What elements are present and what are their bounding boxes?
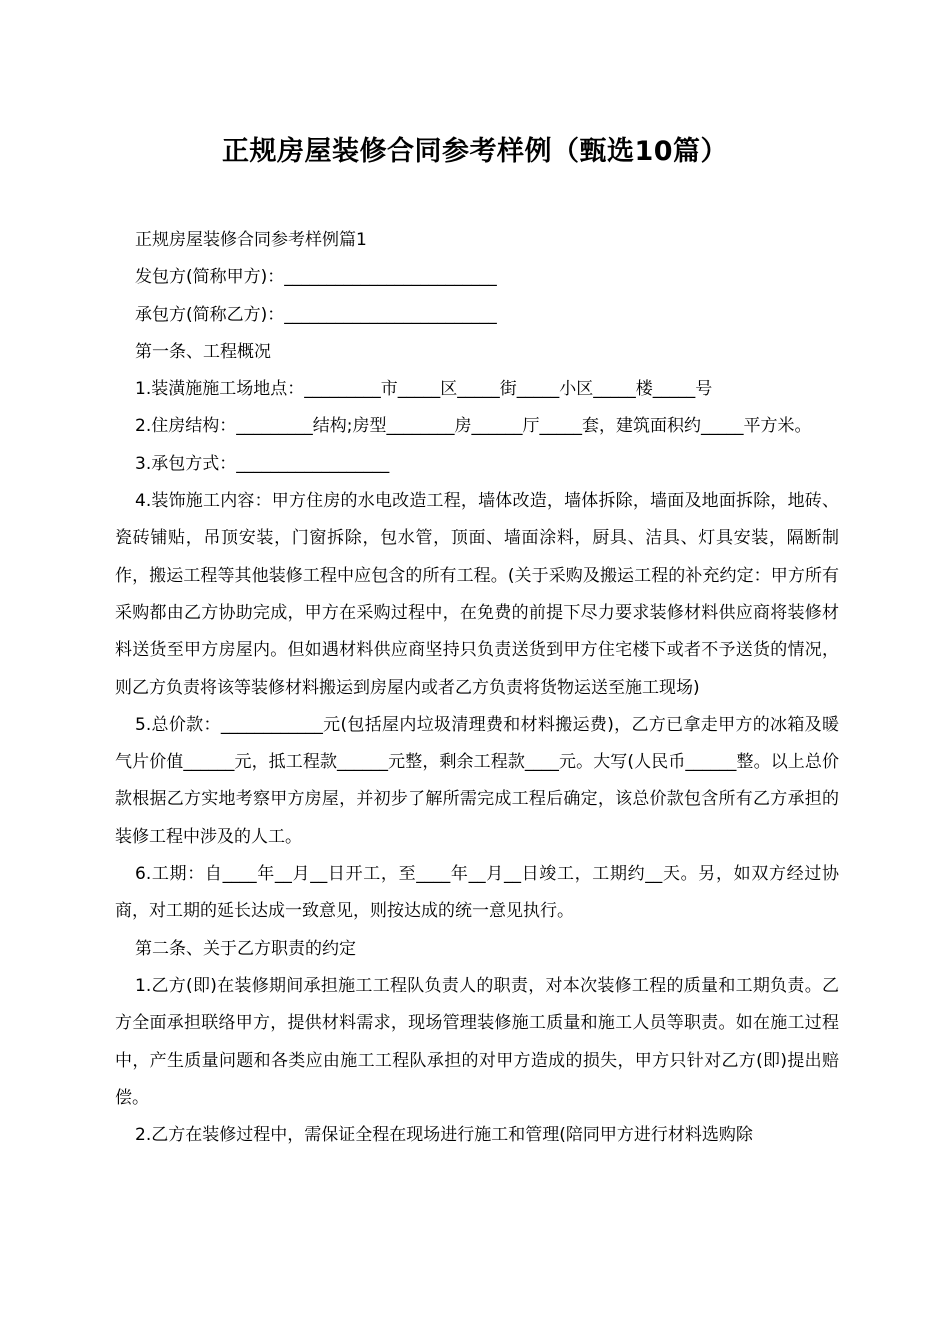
clause-duration: 6.工期：自____年__月__日开工，至____年__月__日竣工，工期约__天。另，如双方经过协商，对工期的延长达成一致意见，则按达成的统一意见执行。 — [115, 864, 839, 922]
article-2-heading: 第二条、关于乙方职责的约定 — [135, 938, 356, 959]
party-a-line: 发包方(简称甲方)：_________________________ — [135, 267, 497, 288]
article-1-heading: 第一条、工程概况 — [135, 341, 271, 362]
clause-site-address: 1.装潢施施工场地点：_________市_____区_____街_____小区_____楼_____号 — [135, 379, 713, 400]
clause-party-b-duty-1: 1.乙方(即)在装修期间承担施工工程队负责人的职责，对本次装修工程的质量和工期负责。乙方全面承担联络甲方，提供材料需求，现场管理装修施工质量和施工人员等职责。如在施工过程中，产生质量问题和各类应由施工工程队承担的对甲方造成的损失，甲方只针对乙方(即)提出赔偿。 — [115, 975, 839, 1108]
section-subtitle: 正规房屋装修合同参考样例篇1 — [135, 230, 367, 250]
clause-contract-method: 3.承包方式：__________________ — [135, 453, 390, 474]
clause-construction-content: 4.装饰施工内容：甲方住房的水电改造工程，墙体改造，墙体拆除，墙面及地面拆除，地砖、瓷砖铺贴，吊顶安装，门窗拆除，包水管，顶面、墙面涂料，厨具、洁具、灯具安装，隔断制作，搬运工程等其他装修工程中应包含的所有工程。(关于采购及搬运工程的补充约定：甲方所有采购都由乙方协助完成，甲方在采购过程中，在免费的前提下尽力要求装修材料供应商将装修材料送货至甲方房屋内。但如遇材料供应商坚持只负责送货到甲方住宅楼下或者不予送货的情况，则乙方负责将该等装修材料搬运到房屋内或者乙方负责将货物运送至施工现场) — [115, 491, 839, 698]
party-b-line: 承包方(简称乙方)：_________________________ — [135, 304, 497, 325]
clause-housing-structure: 2.住房结构：_________结构;房型________房______厅_____套，建筑面积约_____平方米。 — [135, 416, 812, 437]
clause-party-b-duty-2: 2.乙方在装修过程中，需保证全程在现场进行施工和管理(陪同甲方进行材料选购除 — [135, 1125, 753, 1146]
document-title: 正规房屋装修合同参考样例（甄选10篇） — [221, 136, 729, 167]
clause-total-price: 5.总价款：____________元(包括屋内垃圾清理费和材料搬运费)，乙方已拿走甲方的冰箱及暖气片价值______元，抵工程款______元整，剩余工程款____元。大写(人民币______整。以上总价款根据乙方实地考察甲方房屋，并初步了解所需完成工程后确定，该总价款包含所有乙方承担的装修工程中涉及的人工。 — [115, 714, 839, 847]
document-body — [115, 222, 839, 1154]
